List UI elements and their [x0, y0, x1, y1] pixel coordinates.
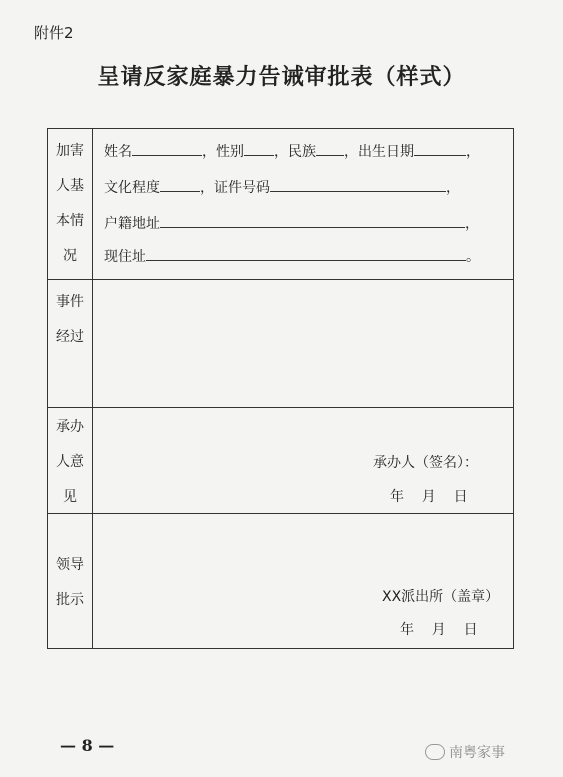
info-line-2	[104, 177, 460, 197]
label-line: 人基	[56, 178, 84, 194]
label-line: 事件	[56, 294, 84, 310]
info-line-1	[104, 141, 480, 161]
column-divider	[92, 280, 93, 408]
event-section	[48, 279, 513, 408]
label-line: 本情	[56, 213, 84, 229]
column-divider	[92, 129, 93, 279]
watermark	[425, 742, 505, 762]
leader-date: 年 月 日	[400, 622, 478, 638]
column-divider	[92, 408, 93, 514]
police-station-stamp: XX派出所（盖章）	[382, 589, 500, 605]
page-number: — 8 —	[60, 736, 115, 755]
label-line: 批示	[56, 592, 84, 608]
label-line: 经过	[56, 329, 84, 345]
current-address-label: 现住址	[104, 249, 146, 265]
household-address-label: 户籍地址	[104, 216, 160, 232]
info-line-3	[104, 213, 479, 233]
leader-label	[48, 548, 92, 618]
label-line: 承办	[56, 419, 84, 435]
name-field[interactable]	[132, 141, 202, 156]
label-line: 加害	[56, 143, 84, 159]
line-end: ，	[446, 180, 460, 196]
name-label: 姓名	[104, 144, 132, 160]
attachment-label: 附件2	[34, 24, 74, 42]
wechat-icon	[425, 744, 445, 760]
page-title: 呈请反家庭暴力告诫审批表（样式）	[97, 65, 466, 90]
watermark-text: 南粤家事	[449, 745, 505, 761]
basic-info-section	[48, 129, 513, 279]
ethnicity-label: ，民族	[274, 144, 316, 160]
household-address-field[interactable]	[160, 213, 465, 228]
gender-label: ，性别	[202, 144, 244, 160]
handler-opinion-label	[48, 410, 92, 515]
id-number-label: ，证件号码	[200, 180, 270, 196]
event-label	[48, 285, 92, 355]
current-address-field[interactable]	[146, 246, 466, 261]
info-line-4	[104, 246, 480, 266]
line-end: 。	[466, 249, 480, 265]
birth-date-label: ，出生日期	[344, 144, 414, 160]
handler-opinion-section	[48, 407, 513, 514]
gender-field[interactable]	[244, 141, 274, 156]
approval-form	[47, 128, 514, 649]
handler-signature: 承办人（签名）：	[373, 455, 478, 471]
id-number-field[interactable]	[270, 177, 446, 192]
label-line: 见	[63, 489, 77, 505]
column-divider	[92, 514, 93, 649]
line-end: ，	[466, 144, 480, 160]
birth-date-field[interactable]	[414, 141, 466, 156]
label-line: 况	[63, 248, 77, 264]
education-label: 文化程度	[104, 180, 160, 196]
line-end: ，	[465, 216, 479, 232]
education-field[interactable]	[160, 177, 200, 192]
handler-date: 年 月 日	[390, 489, 468, 505]
leader-section	[48, 513, 513, 649]
label-line: 领导	[56, 557, 84, 573]
label-line: 人意	[56, 454, 84, 470]
basic-info-label	[48, 134, 92, 274]
ethnicity-field[interactable]	[316, 141, 344, 156]
